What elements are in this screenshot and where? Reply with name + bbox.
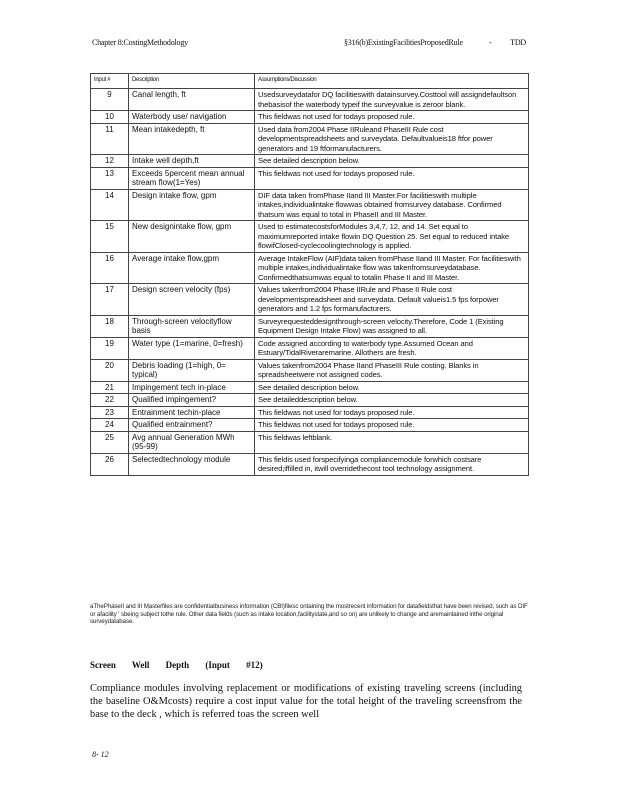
table-row <box>91 189 529 221</box>
table-row <box>91 284 529 316</box>
cell-input-number: 17 <box>91 284 129 316</box>
table-header-row <box>91 74 529 89</box>
cell-input-number: 24 <box>91 419 129 432</box>
table-row <box>91 453 529 475</box>
column-header-input: Input # <box>91 74 129 89</box>
table-row <box>91 406 529 419</box>
table-row <box>91 155 529 168</box>
table-row <box>91 252 529 284</box>
cell-description: Intake well depth,ft <box>129 155 255 168</box>
table-row <box>91 123 529 155</box>
page-header <box>92 38 526 50</box>
cell-assumptions: This fieldwas not used for todays proposed rule. <box>255 167 529 189</box>
cell-assumptions: Values takenfrom2004 Phase IIRule and Phase II Rule cost developmentspreadsheet and surveydata. Default valueis1.5 fps forpower generators and 1.2 fps formanufacturers. <box>255 284 529 316</box>
cell-description: Mean intakedepth, ft <box>129 123 255 155</box>
cell-input-number: 16 <box>91 252 129 284</box>
body-paragraph: Compliance modules involving replacement or modifications of existing traveling screens (including the baseline O&Mcosts) require a cost input value for the total height of the traveling screensfrom the base to the deck , which is referred toas the screen well <box>90 683 522 720</box>
section-title: Screen Well Depth (Input #12) <box>90 660 263 670</box>
cell-input-number: 22 <box>91 394 129 407</box>
cell-description: Entrainment techin-place <box>129 406 255 419</box>
cell-assumptions: See detailed description below. <box>255 155 529 168</box>
input-table <box>90 73 529 476</box>
table-row <box>91 89 529 111</box>
cell-description: Exceeds 5percent mean annual stream flow(1=Yes) <box>129 167 255 189</box>
cell-assumptions: Used to estimatecostsforModules 3,4,7, 12, and 14. Set equal to maximumreported intake flowin DQ Question 25. Set equal to reduced intake flowifClosed-cyclecoolingtechnology is applied. <box>255 221 529 253</box>
cell-input-number: 11 <box>91 123 129 155</box>
table-row <box>91 381 529 394</box>
column-header-description: Description <box>129 74 255 89</box>
table-row <box>91 359 529 381</box>
cell-description: Design intake flow, gpm <box>129 189 255 221</box>
cell-input-number: 10 <box>91 111 129 124</box>
cell-input-number: 25 <box>91 431 129 453</box>
table-row <box>91 337 529 359</box>
cell-input-number: 19 <box>91 337 129 359</box>
cell-description: Debris loading (1=high, 0= typical) <box>129 359 255 381</box>
cell-input-number: 14 <box>91 189 129 221</box>
cell-description: New designintake flow, gpm <box>129 221 255 253</box>
cell-assumptions: Values takenfrom2004 Phase IIand PhaseIII Rule costing. Blanks in spreadsheetwere not assigned codes. <box>255 359 529 381</box>
cell-input-number: 26 <box>91 453 129 475</box>
cell-assumptions: Used data from2004 Phase IIRuleand PhaseIII Rule cost developmentspreadsheets and surveydata. Defaultvalueis18 ftfor power generators and 19 ftformanufacturers. <box>255 123 529 155</box>
table-row <box>91 431 529 453</box>
cell-input-number: 15 <box>91 221 129 253</box>
header-dash: - <box>489 38 492 47</box>
cell-input-number: 18 <box>91 315 129 337</box>
cell-input-number: 13 <box>91 167 129 189</box>
cell-description: Qualified impingement? <box>129 394 255 407</box>
table-body <box>91 89 529 476</box>
cell-assumptions: This fieldwas not used for todays proposed rule. <box>255 406 529 419</box>
cell-input-number: 9 <box>91 89 129 111</box>
cell-assumptions: See detaileddescription below. <box>255 394 529 407</box>
column-header-assumptions: Assumptions/Discussion <box>255 74 529 89</box>
cell-description: Average intake flow,gpm <box>129 252 255 284</box>
cell-assumptions: Usedsurveydatafor DQ facilitieswith datainsurvey.Costtool will assigndefaultson thebasisof the waterbody typeif the surveyvalue is zeroor blank. <box>255 89 529 111</box>
cell-input-number: 12 <box>91 155 129 168</box>
cell-description: Canal length, ft <box>129 89 255 111</box>
cell-description: Design screen velocity (fps) <box>129 284 255 316</box>
header-doc: TDD <box>510 38 526 47</box>
cell-assumptions: This fieldwas leftblank. <box>255 431 529 453</box>
cell-assumptions: Average IntakeFlow (AIF)data taken fromPhase IIand III Master. For facilitieswith multiple intakes,individualintake flow was takenfromsurveydatabase. Confirmedthatsumwas equal to totalin Phase II and III Master. <box>255 252 529 284</box>
cell-description: Water type (1=marine, 0=fresh) <box>129 337 255 359</box>
cell-assumptions: DIF data taken fromPhase IIand III Master.For facilitieswith multiple intakes,individualintake flowwas obtained fromsurvey database. Confirmed thatsum was equal to total in PhaseII and III Master. <box>255 189 529 221</box>
cell-assumptions: Surveyrequesteddesignthrough-screen velocity.Therefore, Code 1 (Existing Equipment Design Intake Flow) was assigned to all. <box>255 315 529 337</box>
cell-input-number: 21 <box>91 381 129 394</box>
header-section: §316(b)ExistingFacilitiesProposedRule <box>344 38 463 47</box>
table-row <box>91 419 529 432</box>
cell-description: Avg annual Generation MWh (95-99) <box>129 431 255 453</box>
table-row <box>91 315 529 337</box>
cell-description: Impingement tech in-place <box>129 381 255 394</box>
table-row <box>91 111 529 124</box>
table-row <box>91 221 529 253</box>
cell-assumptions: This fieldwas not used for todays proposed rule. <box>255 111 529 124</box>
header-chapter: Chapter 8:CostingMethodology <box>92 38 188 47</box>
table-row <box>91 394 529 407</box>
cell-input-number: 23 <box>91 406 129 419</box>
cell-description: Qualified entrainment? <box>129 419 255 432</box>
page-number: 8- 12 <box>92 750 109 759</box>
table-footnote: aThePhaseII and III Masterfiles are confidentialbusiness information (CBI)filesc ontaining the mostrecent information for datafieldsthat have been revised, such as DIF or afacility ' sbeing subject tothe rule. Other data fields (such as intake location,facilitystate,and so on) are unlikely to change and aremaintained inthe original surveydatabase. <box>90 603 528 626</box>
cell-description: Through-screen velocityflow basis <box>129 315 255 337</box>
cell-description: Waterbody use/ navigation <box>129 111 255 124</box>
cell-input-number: 20 <box>91 359 129 381</box>
cell-description: Selectedtechnology module <box>129 453 255 475</box>
cell-assumptions: This fieldis used forspecifyinga compliancemodule forwhich costsare desired;iffilled in, itwill overridethecost tool technology assignment. <box>255 453 529 475</box>
cell-assumptions: This fieldwas not used for todays proposed rule. <box>255 419 529 432</box>
cell-assumptions: Code assigned according to waterbody type.Assumed Ocean and Estuary/TidalRiveraremarine. Allothers are fresh. <box>255 337 529 359</box>
table-row <box>91 167 529 189</box>
cell-assumptions: See detailed description below. <box>255 381 529 394</box>
